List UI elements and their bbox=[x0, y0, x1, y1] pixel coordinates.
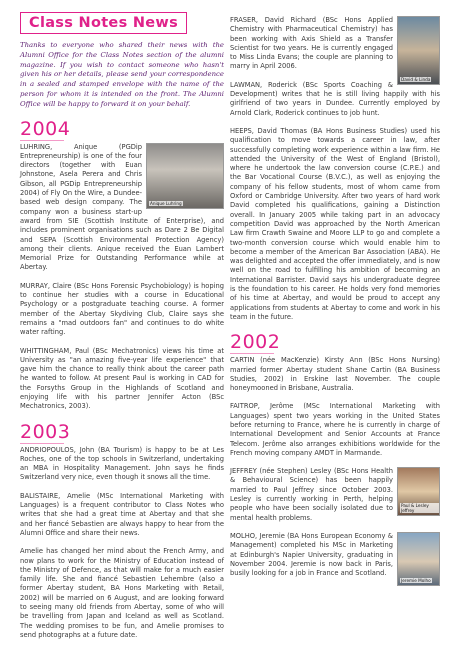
photo-anique-luhring bbox=[146, 143, 224, 209]
right-column bbox=[230, 0, 440, 589]
entry-molho: MOLHO, Jeremie (BA Hons European Economy & Management) completed his MSc in Marketing at Edinburgh's Napier University, graduating in November 2004. Jeremie is now back in Paris, busily looking for a job in France and Scotland. bbox=[230, 531, 393, 578]
entry-murray: MURRAY, Claire (BSc Hons Forensic Psychobiology) is hoping to continue her studies with a course in Educational Psychology or a postgraduate teaching course. A former member of the Abertay Skydiving Club, Claire says she remains a "mad outdoors fan" and continues to do white water rafting. bbox=[20, 281, 224, 337]
entry-balistaire-continued: Amelie has changed her mind about the French Army, and now plans to work for the Ministry of Education instead of the Ministry of Defence, as that will make for a much easier family life. She and fiancé Sebastien Lehembre (also a former Abertay student, BA Hons Marketing with Retail, 2002) will be married on 6 August, and are looking forward to seeing many old friends from Abertay, some of who will be travelling from Japan and Iceland as well as Scotland. The wedding promises to be fun, and Amelie promises to send photographs at a future date. bbox=[20, 547, 224, 639]
entry-whittingham: WHITTINGHAM, Paul (BSc Mechatronics) views his time at University as "an amazing five-year life experience" that gave him the chance to really think about the career path he wanted to follow. At present Paul is working in CAD for the Forsyths Group in the Highlands of Scotland and enjoying life with his partner Jennifer Acton (BSc Mechatronics, 2003). bbox=[20, 346, 224, 411]
entry-luhring: LUHRING, Anique (PGDip Entrepreneurship) is one of the four directors (together with Euan Johnstone, Asela Perera and Chris Gibson, all PGDip Entrepreneurship 2004) of Fly On the Wire, a Dundee-based web design company. The company won a business start-up award from SIE (Scottish Institute of Enterprise), and includes prominent organisations such as Dare 2 Be Digital and SEPA (Scottish Environmental Protection Agency) among their clients. Anique received the Euan Lambert Memorial Prize for Outstanding Performance while at Abertay. bbox=[20, 142, 224, 272]
photo-caption: Anique Luhring bbox=[150, 200, 182, 206]
photo-david-linda bbox=[397, 16, 440, 85]
entry-jeffrey: JEFFREY (née Stephen) Lesley (BSc Hons Health & Behavioural Science) has been happily married to Paul Jeffrey since October 2003. Lesley is currently working in Perth, helping people who have been socially isolated due to mental health problems. bbox=[230, 467, 393, 522]
year-heading-2002: 2002 bbox=[230, 331, 281, 354]
intro-text: Thanks to everyone who shared their news with the Alumni Office for the Class Notes section of the alumni magazine. If you wish to contact someone who hasn't given his or her details, please send your correspondence in a sealed and stamped envelope with the name of the person for whom it is intended on the front. The Alumni Office will be happy to forward it on your behalf. bbox=[20, 41, 224, 108]
year-heading-2004: 2004 bbox=[20, 117, 71, 140]
entry-andriopoulos: ANDRIOPOULOS, John (BA Tourism) is happy to be at Les Roches, one of the top schools in Switzerland, undertaking an MBA in Hospitality Management. John says he finds Switzerland very nice, even though it snows all the time. bbox=[20, 445, 224, 482]
photo-paul-lesley-jeffrey bbox=[397, 467, 440, 516]
entry-heeps: HEEPS, David Thomas (BA Hons Business Studies) used his qualification to move towards a career in law, after successfully completing work experience within a law firm. He attended the University of the West of England (Bristol), where he undertook the law conversion course (C.P.E.) and the Bar Vocational Course (B.V.C.), as well as enjoying the company of his fellow students, most of whom came from Oxford or Cambridge University. After two years of hard work David completed his qualifications, gaining a Distinction overall. In January 2005 while taking part in an advocacy competition David was approached by the North American Law firm Crawth Swaine and Moore LLP to go and complete a two-month conversion course which would enable him to become a member of the American Bar Association (ABA). He was delighted and accepted the offer immediately, and is now well on the road to fulfilling his ambition of becoming an International Barrister. David says his undergraduate degree is the foundation to his career. He holds very fond memories of his time at Abertay, and would be proud to accept any applications from students at Abertay to come and work in his team in the future. bbox=[230, 126, 440, 321]
entry-faitrop: FAITROP, Jerôme (MSc International Marketing with Languages) spent two years working in the United States before returning to France, where he is currently in charge of International Development and Senior Accounts at France Telecom. Jerôme also arranges exhibitions worldwide for the French moving company AMDT in Marmande. bbox=[230, 402, 440, 457]
photo-caption: David & Linda bbox=[401, 77, 431, 82]
photo-caption: Jeremie Molho bbox=[401, 577, 431, 583]
page-title: Class Notes News bbox=[20, 12, 187, 34]
entry-fraser: FRASER, David Richard (BSc Hons Applied Chemistry with Pharmaceutical Chemistry) has been working with Axis Shield as a Transfer Scientist for two years. He is currently engaged to Miss Linda Evans; the couple are planning to marry in April 2006. bbox=[230, 16, 393, 71]
photo-jeremie-molho bbox=[397, 532, 440, 586]
entry-lawman: LAWMAN, Roderick (BSc Sports Coaching & Development) writes that he is still living happily with his girlfriend of two years in Dundee. Currently employed by Arnold Clark, Roderick continues to job hunt. bbox=[230, 80, 440, 117]
entry-cartin: CARTIN (née MacKenzie) Kirsty Ann (BSc Hons Nursing) married former Abertay student Shane Cartin (BA Business Studies, 2002) in Erskine last November. The couple honeymooned in Brisbane, Australia. bbox=[230, 356, 440, 393]
year-heading-2003: 2003 bbox=[20, 420, 71, 443]
photo-caption: Paul & Lesley Jeffrey bbox=[400, 503, 439, 513]
left-column bbox=[20, 0, 224, 649]
entry-balistaire: BALISTAIRE, Amelie (MSc International Marketing with Languages) is a frequent contributor to Class Notes who writes that she had a great time at Abertay and that she and her fiancé Sebastien are always happy to hear from the Alumni Office and share their news. bbox=[20, 491, 224, 537]
